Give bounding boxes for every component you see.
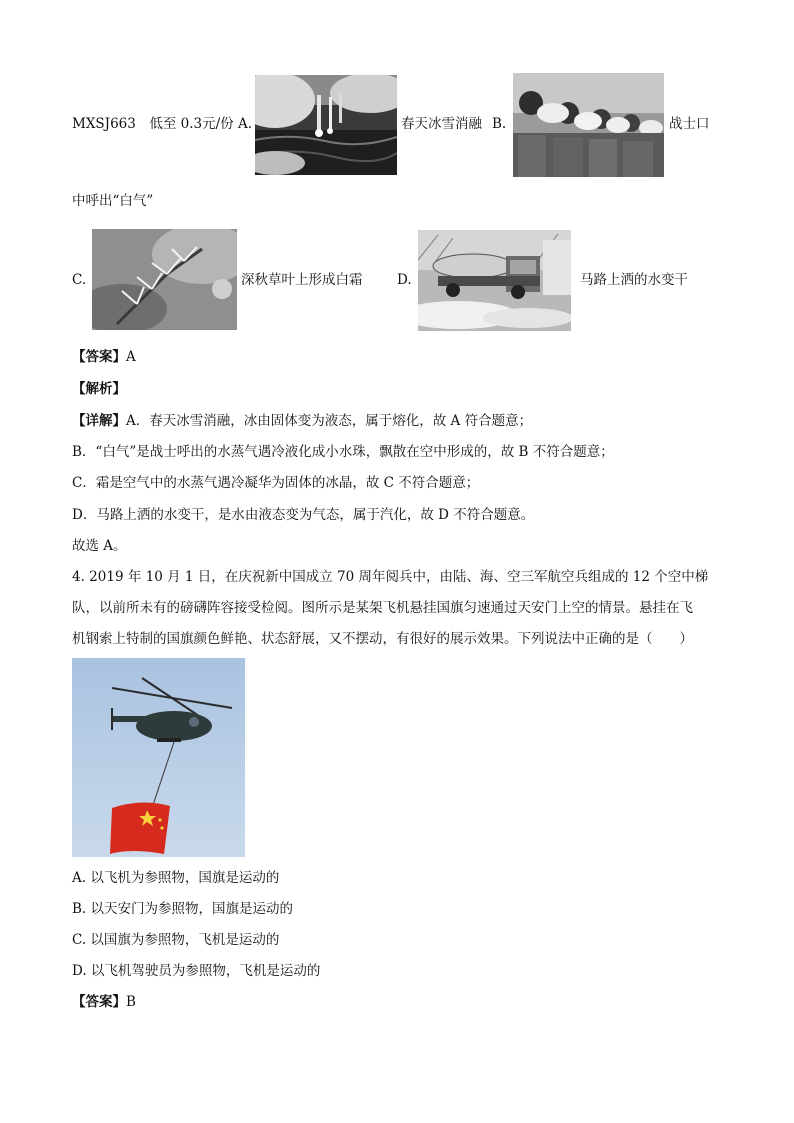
frost-grass-photo (92, 229, 237, 330)
q3-option-c-label: C. (72, 272, 87, 288)
q4-stem-line-1: 4. 2019 年 10 月 1 日，在庆祝新中国成立 70 周年阅兵中，由陆、海、空三军航空兵组成的 12 个空中梯 (72, 569, 709, 585)
q3-answer-value: A (126, 349, 136, 365)
q3-detail-a-text: A．春天冰雪消融，冰由固体变为液态，属于熔化，故 A 符合题意； (126, 413, 533, 429)
q3-conclusion: 故选 A。 (72, 538, 127, 554)
q4-answer-tag: 【答案】 (72, 994, 126, 1010)
helicopter-flag-photo (72, 658, 245, 857)
q4-stem-line-2: 队，以前所未有的磅礴阵容接受检阅。图所示是某架飞机悬挂国旗匀速通过天安门上空的情景。悬挂在飞 (72, 600, 693, 616)
q3-answer-tag: 【答案】 (72, 349, 126, 365)
ice-melting-photo (255, 75, 397, 175)
q3-option-a-text: 春天冰雪消融 (401, 116, 482, 132)
q3-prefix: MXSJ663 低至 0.3元/份 A. (72, 116, 253, 132)
q3-option-d-label: D. (397, 272, 412, 288)
q3-option-b-label: B. (492, 116, 507, 132)
q4-stem-line-3: 机钢索上特制的国旗颜色鲜艳、状态舒展，又不摆动，有很好的展示效果。下列说法中正确的是（ ） (72, 631, 693, 647)
q4-option-b: B. 以天安门为参照物，国旗是运动的 (72, 901, 294, 917)
q3-detail-tag: 【详解】 (72, 413, 126, 429)
q4-option-d: D. 以飞机驾驶员为参照物，飞机是运动的 (72, 963, 321, 979)
q3-detail-d: D．马路上洒的水变干，是水由液态变为气态，属于汽化，故 D 不符合题意。 (72, 507, 535, 523)
q3-answer (72, 348, 136, 366)
water-truck-photo (418, 230, 571, 331)
q3-option-c-text: 深秋草叶上形成白霜 (241, 272, 363, 288)
q4-answer-value: B (126, 994, 136, 1010)
q3-option-b-text-1: 战士口 (669, 116, 710, 132)
q3-analysis-tag: 【解析】 (72, 381, 126, 397)
soldiers-breath-photo (513, 73, 664, 177)
q3-option-d-text: 马路上洒的水变干 (580, 272, 688, 288)
q4-option-a: A. 以飞机为参照物，国旗是运动的 (72, 870, 280, 886)
q3-detail-b: B．“白气”是战士呼出的水蒸气遇冷液化成小水珠，飘散在空中形成的，故 B 不符合题意； (72, 444, 614, 460)
q4-option-c: C. 以国旗为参照物，飞机是运动的 (72, 932, 280, 948)
q3-detail-c: C．霜是空气中的水蒸气遇冷凝华为固体的冰晶，故 C 不符合题意； (72, 475, 480, 491)
q3-option-b-text-2: 中呼出“白气” (72, 193, 154, 209)
q3-detail-a (72, 412, 532, 430)
q4-answer (72, 993, 136, 1011)
